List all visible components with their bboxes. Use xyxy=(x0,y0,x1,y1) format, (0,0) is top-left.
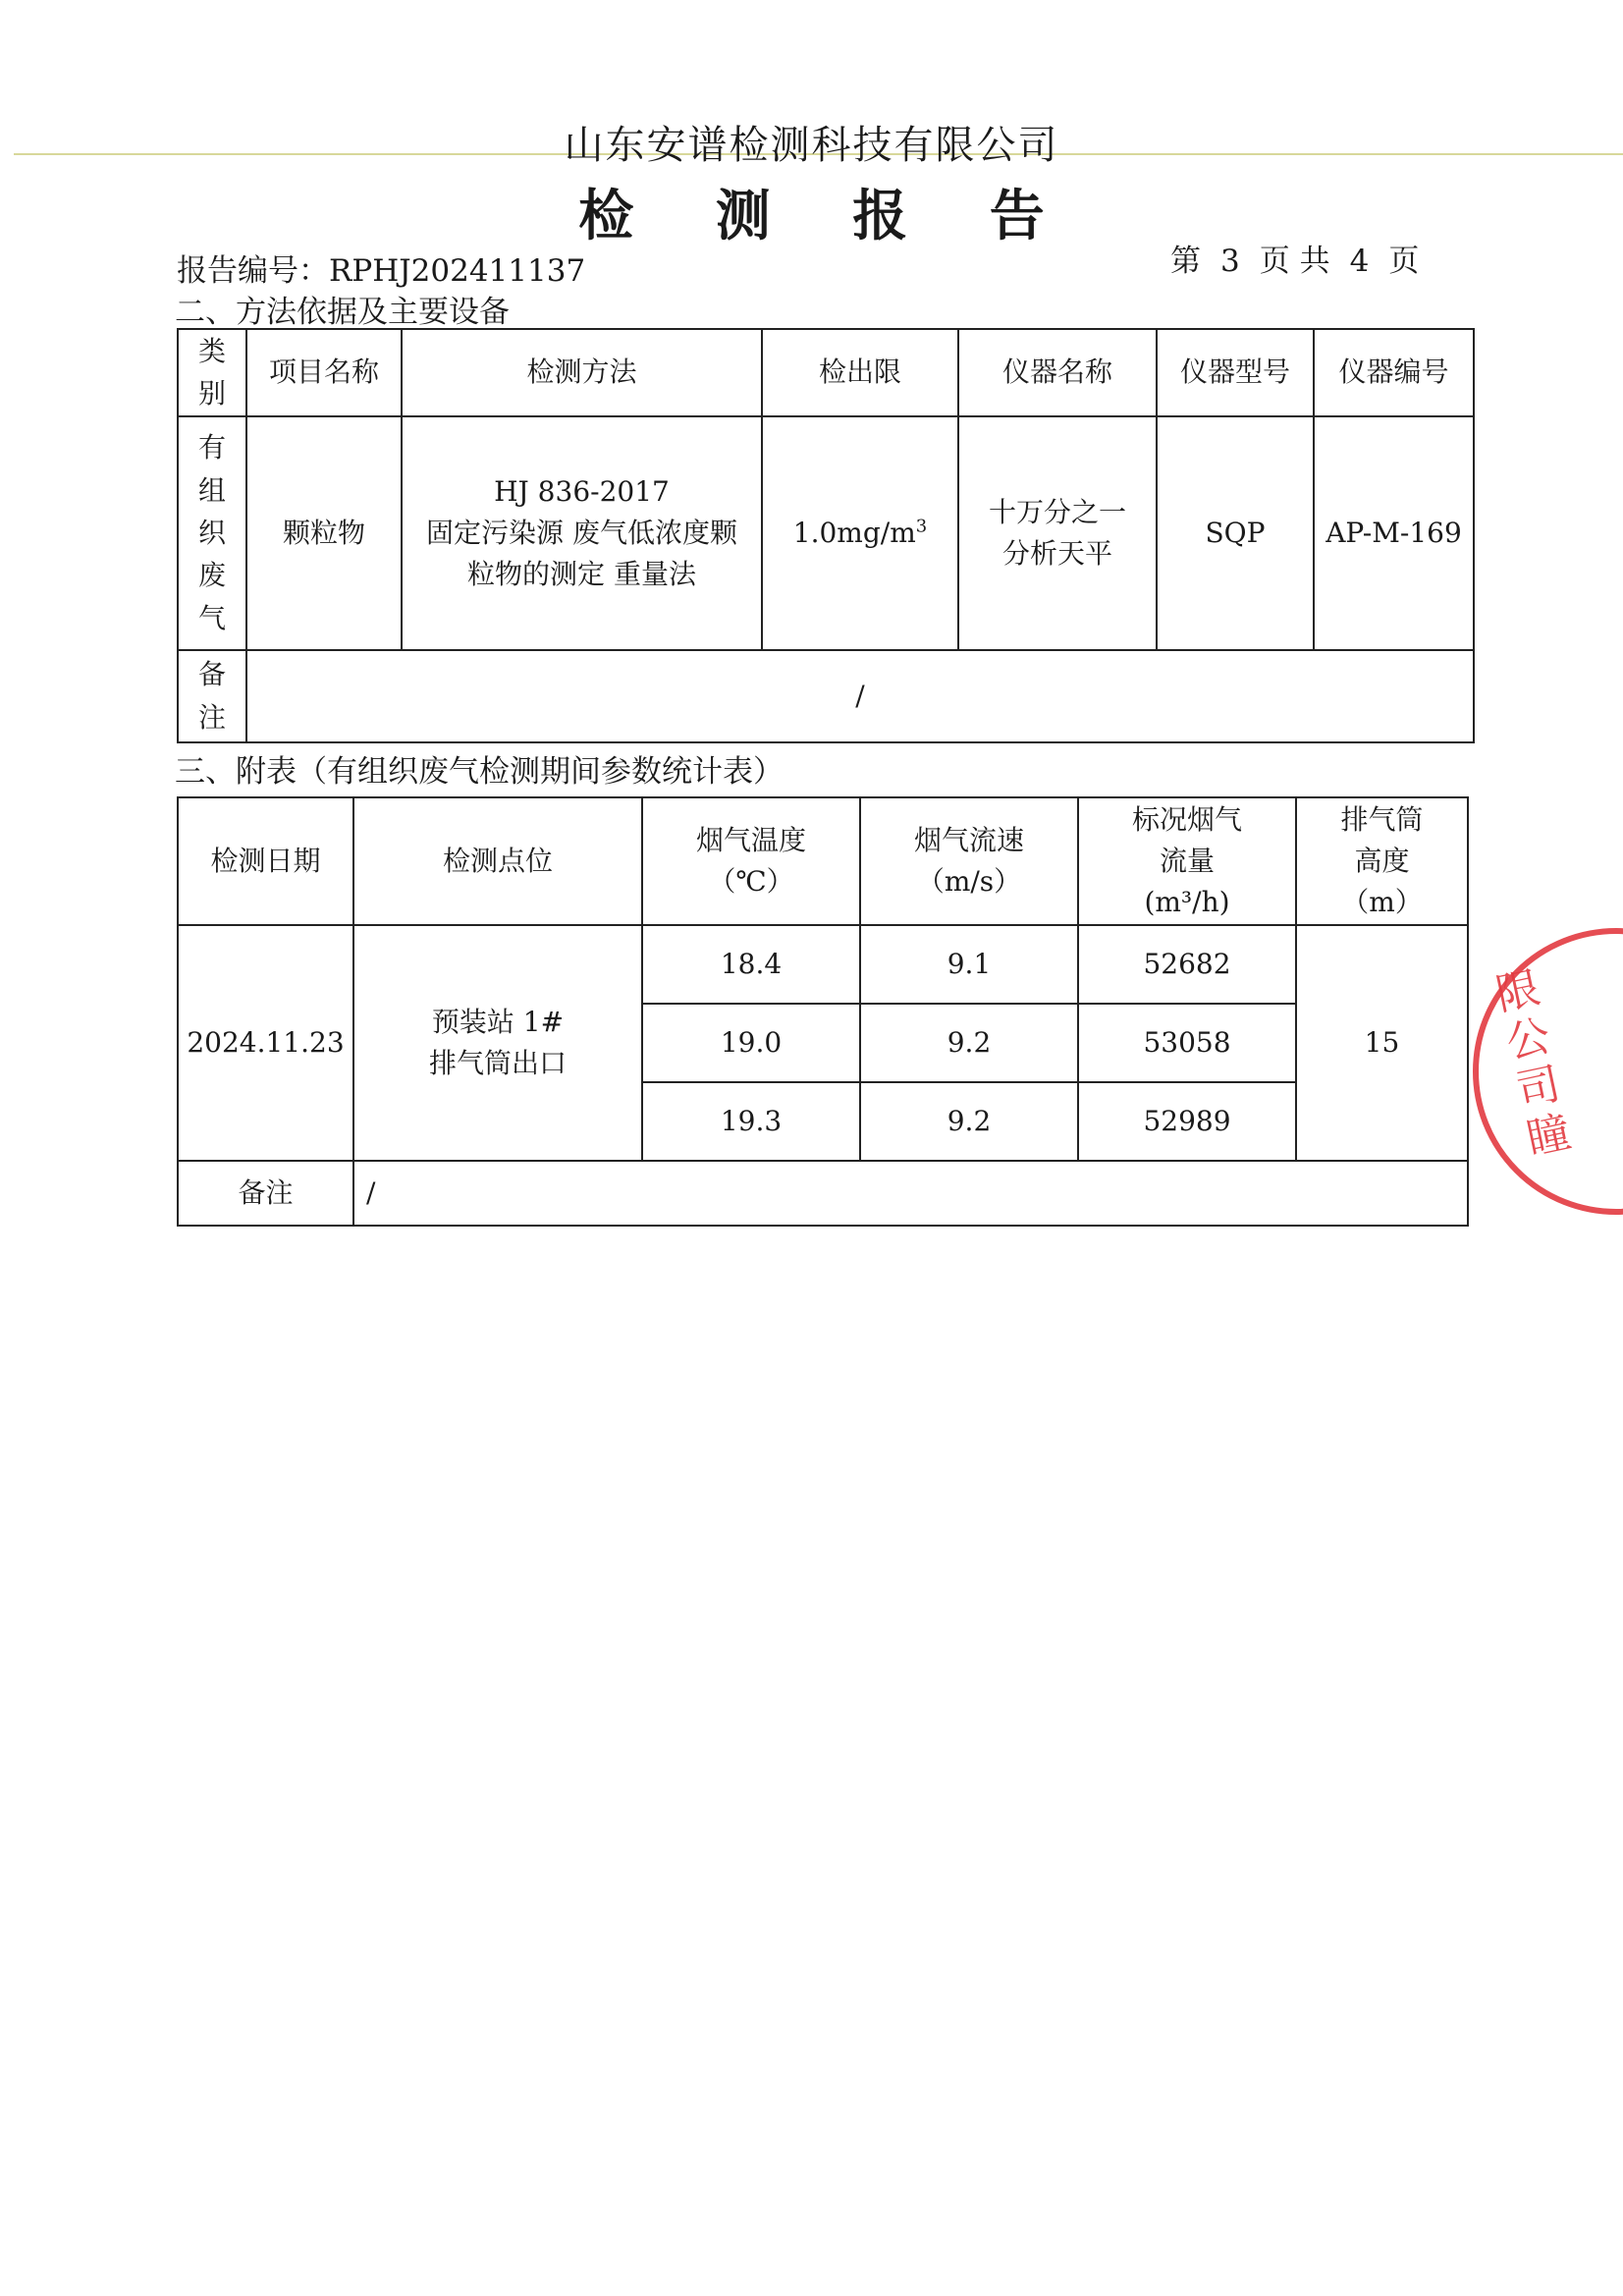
method-cell xyxy=(402,416,762,650)
point-cell xyxy=(353,925,642,1161)
method-desc-2: 粒物的测定 重量法 xyxy=(467,557,696,590)
method-standard: HJ 836-2017 xyxy=(494,474,670,508)
header-instrument-model: 仪器型号 xyxy=(1157,329,1314,416)
method-equipment-table xyxy=(177,328,1475,743)
flow-cell: 52682 xyxy=(1078,925,1296,1004)
limit-value: 1.0mg/m xyxy=(792,516,916,549)
seal-text-1: 限公司 xyxy=(1484,963,1564,1120)
header-speed xyxy=(860,797,1078,925)
category-cell xyxy=(178,416,246,650)
limit-sup: 3 xyxy=(915,516,928,537)
header-flow-unit: (m³/h) xyxy=(1144,886,1230,918)
point-location: 排气筒出口 xyxy=(428,1047,567,1079)
header-height xyxy=(1296,797,1468,925)
remark-cell: / xyxy=(353,1161,1468,1226)
page-suffix: 页 xyxy=(1388,244,1420,279)
remark-cell: / xyxy=(246,650,1474,742)
header-instrument-number: 仪器编号 xyxy=(1314,329,1474,416)
instrument-name-1: 十万分之一 xyxy=(988,495,1126,528)
header-method: 检测方法 xyxy=(402,329,762,416)
report-number xyxy=(177,246,585,290)
limit-cell xyxy=(762,416,958,650)
temp-cell: 19.3 xyxy=(642,1082,860,1161)
height-cell: 15 xyxy=(1296,925,1468,1161)
parameter-table xyxy=(177,796,1469,1227)
item-cell: 颗粒物 xyxy=(246,416,402,650)
date-cell: 2024.11.23 xyxy=(178,925,353,1161)
company-name: 山东安谱检测科技有限公司 xyxy=(564,123,1059,168)
header-flow xyxy=(1078,797,1296,925)
instrument-model-cell: SQP xyxy=(1157,416,1314,650)
temp-cell: 19.0 xyxy=(642,1004,860,1082)
temp-cell: 18.4 xyxy=(642,925,860,1004)
header-limit: 检出限 xyxy=(762,329,958,416)
category-text: 有 组 织 废 气 xyxy=(197,431,226,634)
header-category xyxy=(178,329,246,416)
method-desc-1: 固定污染源 废气低浓度颗 xyxy=(426,516,737,549)
page-mid: 页 共 xyxy=(1259,244,1330,279)
header-instrument-name: 仪器名称 xyxy=(958,329,1157,416)
header-flow-label-1: 标况烟气 xyxy=(1131,803,1242,836)
speed-cell: 9.2 xyxy=(860,1082,1078,1161)
header-category-text: 类 别 xyxy=(197,335,226,410)
report-title: 检 测 报 告 xyxy=(578,184,1076,248)
header-temp-unit: （℃） xyxy=(708,865,794,898)
instrument-number-cell: AP-M-169 xyxy=(1314,416,1474,650)
header-temp xyxy=(642,797,860,925)
speed-cell: 9.2 xyxy=(860,1004,1078,1082)
instrument-name-cell xyxy=(958,416,1157,650)
header-flow-label-2: 流量 xyxy=(1159,845,1215,877)
header-height-label-1: 排气筒 xyxy=(1340,803,1424,836)
page-indicator xyxy=(1161,236,1429,280)
header-date: 检测日期 xyxy=(178,797,353,925)
header-speed-unit: （m/s） xyxy=(916,865,1022,898)
table-row xyxy=(178,925,1468,1004)
section2-title: 二、方法依据及主要设备 xyxy=(175,295,510,330)
page-prefix: 第 xyxy=(1170,244,1201,279)
header-point: 检测点位 xyxy=(353,797,642,925)
flow-cell: 53058 xyxy=(1078,1004,1296,1082)
report-number-value: RPHJ202411137 xyxy=(329,253,586,289)
page-total: 4 xyxy=(1349,244,1370,279)
report-number-label: 报告编号： xyxy=(177,253,329,289)
page-current: 3 xyxy=(1220,244,1240,279)
header-item: 项目名称 xyxy=(246,329,402,416)
point-name: 预装站 1# xyxy=(431,1006,565,1038)
header-temp-label: 烟气温度 xyxy=(695,824,806,856)
speed-cell: 9.1 xyxy=(860,925,1078,1004)
remark-label-cell: 备注 xyxy=(178,1161,353,1226)
instrument-name-2: 分析天平 xyxy=(1001,536,1112,570)
header-speed-label: 烟气流速 xyxy=(913,824,1024,856)
seal-text-2: 瞳 xyxy=(1514,1108,1575,1168)
remark-label-cell xyxy=(178,650,246,742)
section3-title: 三、附表（有组织废气检测期间参数统计表） xyxy=(175,754,784,790)
header-height-label-2: 高度 xyxy=(1354,845,1410,877)
remark-label-text: 备 注 xyxy=(197,658,226,734)
header-height-unit: （m） xyxy=(1341,886,1423,918)
flow-cell: 52989 xyxy=(1078,1082,1296,1161)
